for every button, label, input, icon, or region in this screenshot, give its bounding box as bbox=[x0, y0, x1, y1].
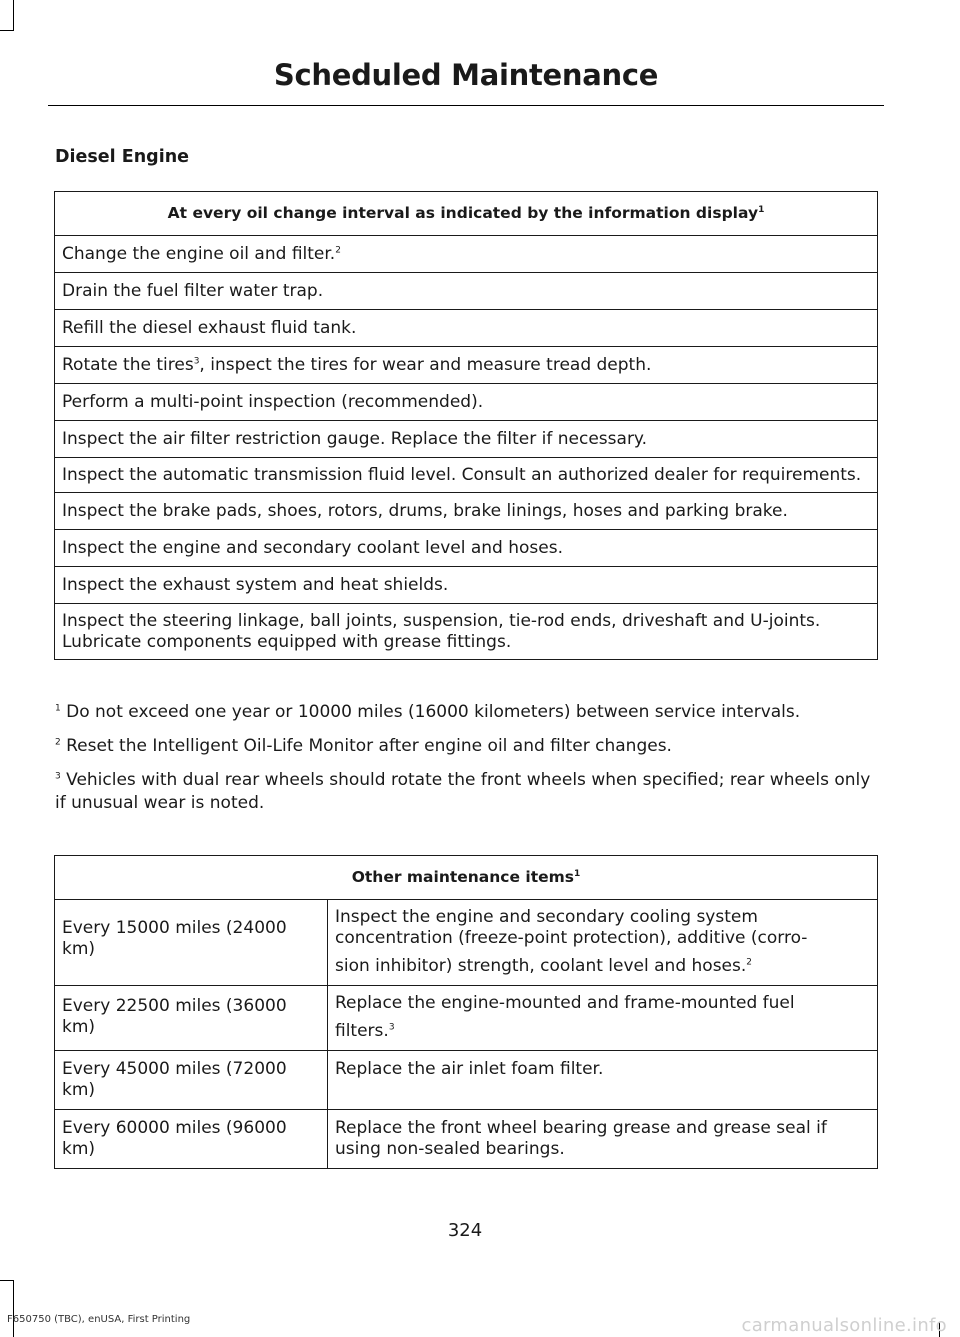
crop-mark bbox=[13, 1280, 14, 1337]
footnote: $^3$ Vehicles with dual rear wheels should rotate the front wheels when specified; rear wheels only if unusual wear is noted. bbox=[55, 770, 871, 813]
crop-mark bbox=[13, 0, 14, 30]
table-row: Inspect the engine and secondary coolant level and hoses. bbox=[55, 530, 878, 567]
section-title: Diesel Engine bbox=[55, 147, 190, 167]
crop-mark bbox=[0, 1280, 14, 1281]
table-row: Perform a multi-point inspection (recommended). bbox=[55, 384, 878, 421]
page-title: Scheduled Maintenance bbox=[273, 58, 659, 92]
table-row: Drain the fuel filter water trap. bbox=[55, 273, 878, 310]
header-divider bbox=[48, 105, 884, 106]
watermark: carmanualsonline.info bbox=[741, 1315, 947, 1336]
table-row: Every 22500 miles (36000 km) Replace the engine-mounted and frame-mounted fuel filters.$^3$ bbox=[55, 986, 878, 1051]
crop-mark bbox=[0, 30, 14, 31]
table-row: Inspect the automatic transmission fluid level. Consult an authorized dealer for requirements. bbox=[55, 458, 878, 493]
table-row: Every 15000 miles (24000 km) Inspect the engine and secondary cooling system concentration (freeze-point protection), additive (corro- sion inhibitor) strength, coolant level and hoses.$^2$ bbox=[55, 900, 878, 986]
footnote: $^2$ Reset the Intelligent Oil-Life Monitor after engine oil and filter changes. bbox=[55, 736, 672, 756]
other-maintenance-table bbox=[54, 855, 878, 1169]
footnote: $^1$ Do not exceed one year or 10000 miles (16000 kilometers) between service intervals. bbox=[55, 702, 801, 722]
page-number: 324 bbox=[447, 1220, 483, 1241]
table-row: Inspect the air filter restriction gauge. Replace the filter if necessary. bbox=[55, 421, 878, 458]
table-header: At every oil change interval as indicated by the information display$^1$ bbox=[55, 192, 878, 236]
footnotes bbox=[55, 701, 885, 826]
table-row: Inspect the brake pads, shoes, rotors, drums, brake linings, hoses and parking brake. bbox=[55, 493, 878, 530]
table-row: Rotate the tires$^3$, inspect the tires for wear and measure tread depth. bbox=[55, 347, 878, 384]
table-row: Inspect the steering linkage, ball joints, suspension, tie-rod ends, driveshaft and U-joints. Lubricate components equipped with grease fittings. bbox=[55, 604, 878, 660]
table-row: Every 45000 miles (72000 km) Replace the air inlet foam filter. bbox=[55, 1051, 878, 1110]
oil-change-table bbox=[54, 191, 878, 660]
table-row: Change the engine oil and filter.$^2$ bbox=[55, 236, 878, 273]
table-row: Refill the diesel exhaust fluid tank. bbox=[55, 310, 878, 347]
table-row: Inspect the exhaust system and heat shields. bbox=[55, 567, 878, 604]
footer-print-info: F650750 (TBC), enUSA, First Printing bbox=[7, 1314, 191, 1325]
table-row: Every 60000 miles (96000 km) Replace the front wheel bearing grease and grease seal if using non-sealed bearings. bbox=[55, 1110, 878, 1169]
table-header: Other maintenance items$^1$ bbox=[55, 856, 878, 900]
